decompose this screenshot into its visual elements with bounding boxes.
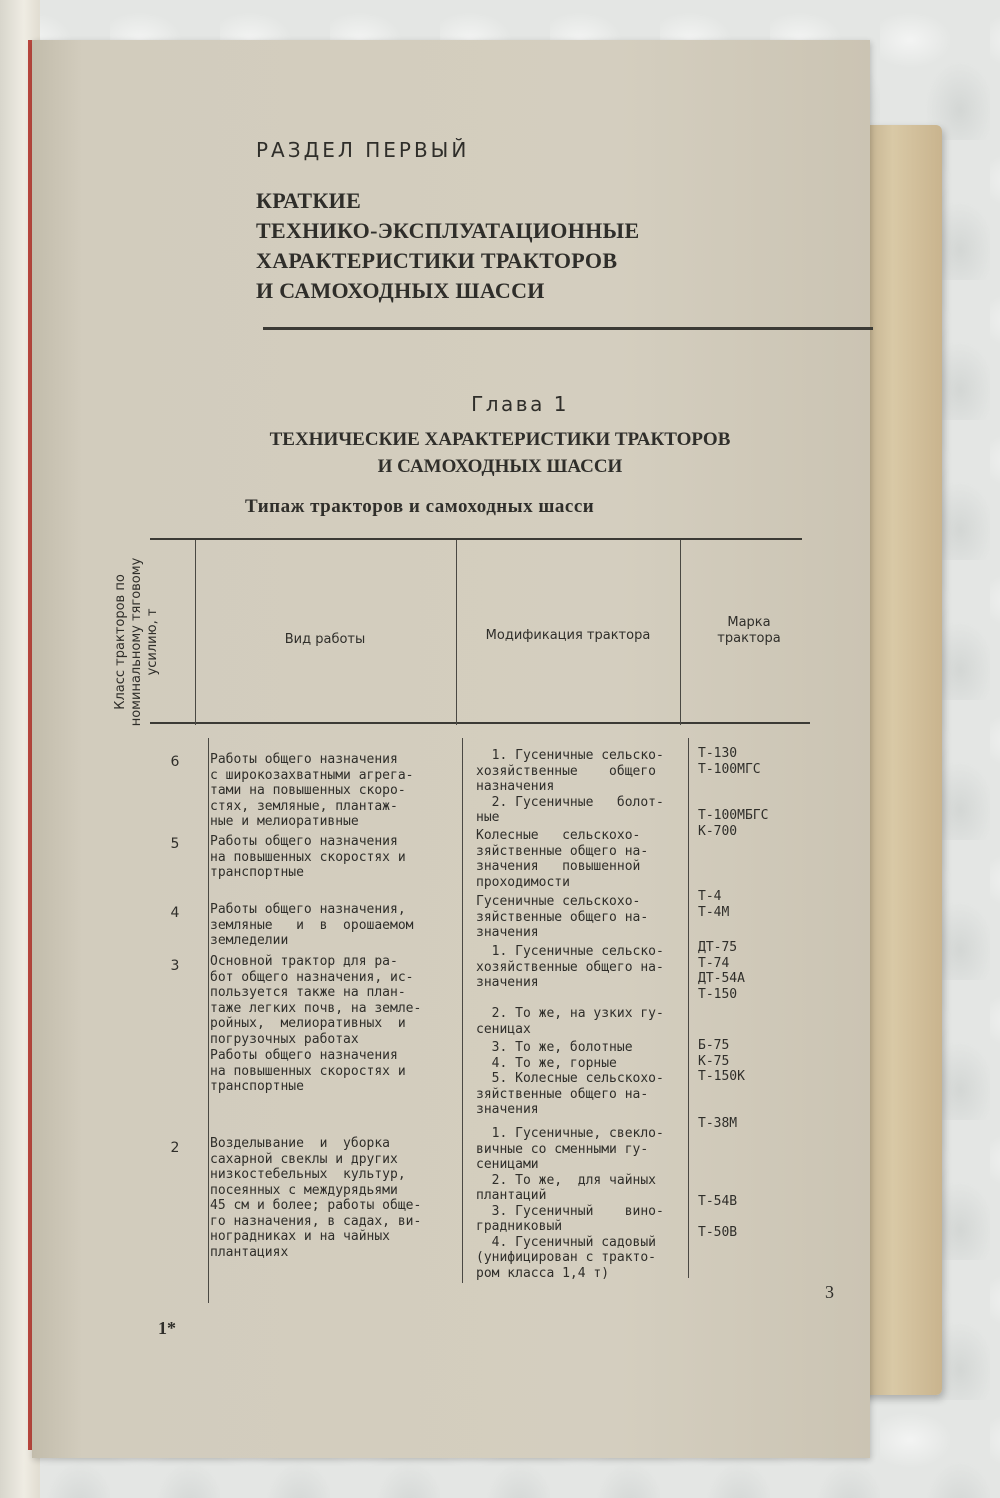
modification-cell: 1. Гусеничные сельско- хозяйственные общего на- значения 2. То же, на узких гу- сеницах [476, 944, 664, 1037]
header-work: Вид работы [284, 632, 366, 647]
class-cell: 5 [170, 836, 180, 852]
table-column-divider [208, 738, 209, 1303]
brand-cell: ДТ-75 Т-74 ДТ-54А Т-150 [698, 940, 745, 1002]
modification-cell: 3. То же, болотные 4. То же, горные 5. Колесные сельскохо- зяйственные общего на- значения [476, 1040, 664, 1117]
brand-cell: К-700 [698, 824, 738, 839]
book-page-edge [860, 125, 942, 1395]
section-label: РАЗДЕЛ ПЕРВЫЙ [256, 138, 470, 162]
class-cell: 4 [170, 905, 180, 921]
modification-cell: Колесные сельскохо- зяйственные общего на- значения повышенной проходимости [476, 828, 649, 890]
class-cell: 6 [170, 754, 180, 770]
section-title-line: И САМОХОДНЫХ ШАССИ [256, 278, 545, 303]
class-cell: 2 [170, 1140, 180, 1156]
table-column-divider [462, 738, 463, 1283]
table-title: Типаж тракторов и самоходных шасси [245, 496, 595, 517]
section-title-line: ТЕХНИКО-ЭКСПЛУАТАЦИОННЫЕ [256, 218, 640, 243]
brand-cell: Б-75 К-75 Т-150К [698, 1038, 745, 1084]
header-class: Класс тракторов по номинальному тяговому усилию, т [113, 557, 160, 727]
header-brand: Марка трактора [717, 615, 781, 646]
header-modification: Модификация трактора [485, 628, 651, 643]
work-cell: Работы общего назначения на повышенных скоростях и транспортные [210, 1048, 406, 1094]
brand-cell: Т-38М Т-54В Т-50В [698, 1116, 738, 1240]
chapter-title-line: ТЕХНИЧЕСКИЕ ХАРАКТЕРИСТИКИ ТРАКТОРОВ [269, 429, 731, 450]
section-divider [263, 327, 873, 330]
work-cell: Основной трактор для ра- бот общего назначения, ис- пользуется также на план- таже легких почв, на земле- ройных, мелиоративных и погрузочных работах [210, 954, 422, 1047]
modification-cell: 1. Гусеничные сельско- хозяйственные общего назначения 2. Гусеничные болот- ные [476, 748, 664, 825]
page-number: 3 [825, 1282, 834, 1302]
printer-signature: 1* [158, 1318, 176, 1338]
chapter-label: Глава 1 [471, 392, 569, 416]
modification-cell: Гусеничные сельскохо- зяйственные общего на- значения [476, 894, 649, 940]
chapter-title-line: И САМОХОДНЫХ ШАССИ [377, 456, 623, 477]
table-column-divider [680, 540, 681, 725]
class-cell: 3 [170, 958, 180, 974]
work-cell: Работы общего назначения с широкозахватными агрега- тами на повышенных скоро- стях, земляные, плантаж- ные и мелиоративные [210, 752, 414, 829]
section-title [256, 186, 816, 306]
work-cell: Работы общего назначения, земляные и в орошаемом земледелии [210, 902, 414, 948]
section-title-line: ХАРАКТЕРИСТИКИ ТРАКТОРОВ [256, 248, 618, 273]
section-title-line: КРАТКИЕ [256, 188, 362, 213]
table-top-rule [150, 538, 802, 540]
chapter-title [0, 426, 1000, 480]
brand-cell: Т-4 Т-4М [698, 889, 730, 920]
modification-cell: 1. Гусеничные, свекло- вичные со сменными гу- сеницами 2. То же, для чайных плантаций 3. Гусеничный вино- градниковый 4. Гусеничный садовый (унифицирован с тракто- ром класса 1,4 т) [476, 1126, 664, 1281]
table-column-divider [195, 540, 196, 725]
work-cell: Работы общего назначения на повышенных скоростях и транспортные [210, 834, 406, 880]
table-header-rule [150, 722, 810, 724]
work-cell: Возделывание и уборка сахарной свеклы и других низкостебельных культур, посеянных с междурядьями 45 см и более; работы обще- го назначения, в садах, ви- ноградниках и на чайных плантациях [210, 1136, 422, 1260]
brand-cell: Т-130 Т-100МГС Т-100МБГС [698, 746, 769, 823]
table-column-divider [456, 540, 457, 725]
